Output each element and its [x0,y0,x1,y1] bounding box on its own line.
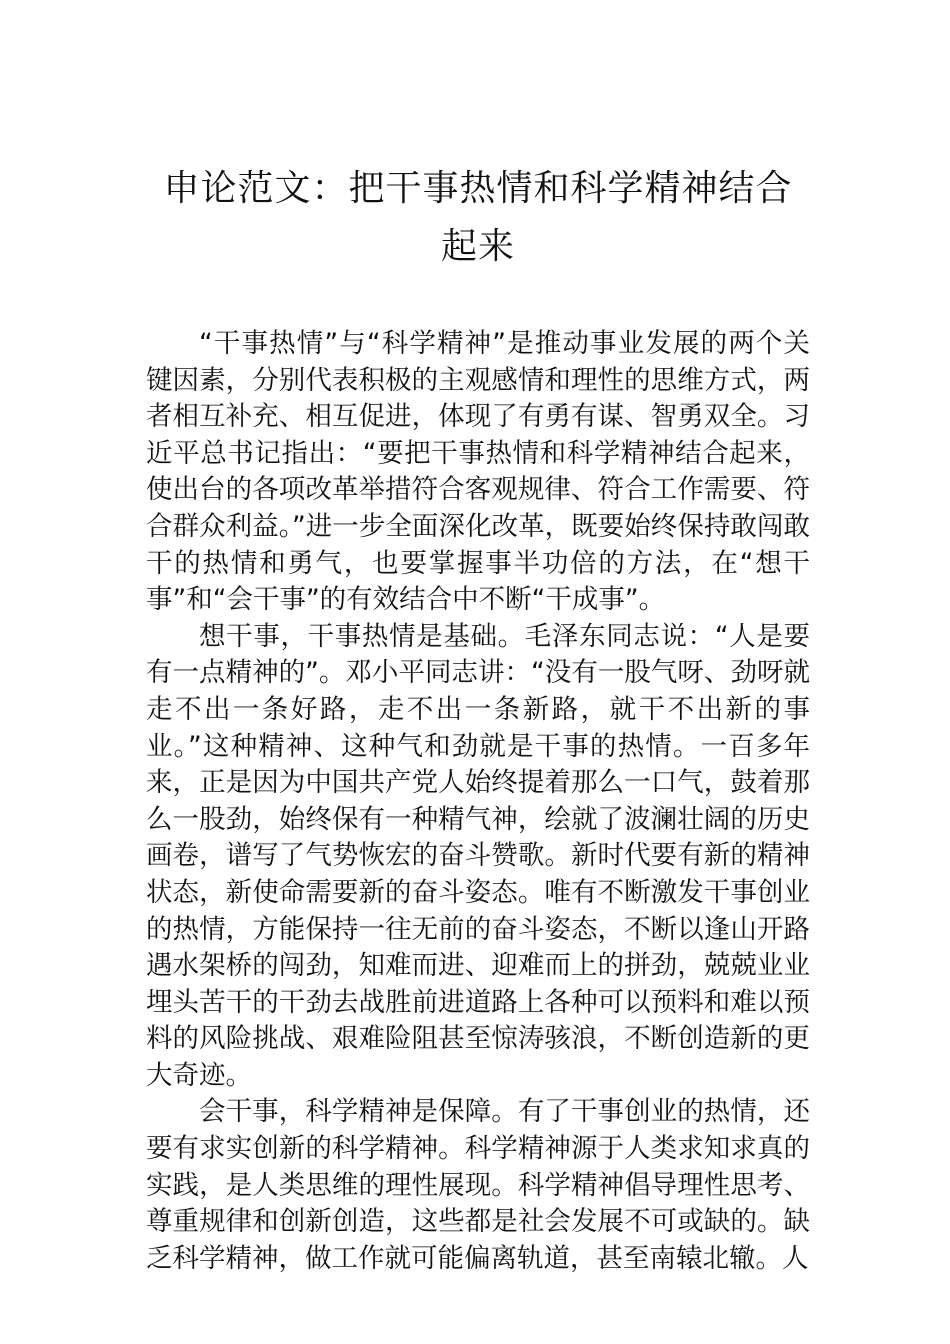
paragraph-1: “干事热情”与“科学精神”是推动事业发展的两个关键因素，分别代表积极的主观感情和理性的思维方式，两者相互补充、相互促进，体现了有勇有谋、智勇双全。习近平总书记指出：“要把干事热情和科学精神结合起来，使出台的各项改革举措符合客观规律、符合工作需要、符合群众利益。”进一步全面深化改革，既要始终保持敢闯敢干的热情和勇气，也要掌握事半功倍的方法，在“想干事”和“会干事”的有效结合中不断“干成事”。 [146,328,810,616]
paragraph-3: 会干事，科学精神是保障。有了干事创业的热情，还要有求实创新的科学精神。科学精神源于人类求知求真的实践，是人类思维的理性展现。科学精神倡导理性思考、尊重规律和创新创造，这些都是社会发展不可或缺的。缺乏科学精神，做工作就可能偏离轨道，甚至南辕北辙。人 [146,1096,810,1274]
document-body [146,326,810,1277]
document-title: 申论范文：把干事热情和科学精神结合起来 [163,168,793,267]
paragraph-2: 想干事，干事热情是基础。毛泽东同志说：“人是要有一点精神的”。邓小平同志讲：“没有一股气呀、劲呀就走不出一条好路，走不出一条新路，就干不出新的事业。”这种精神、这种气和劲就是干事的热情。一百多年来，正是因为中国共产党人始终提着那么一口气，鼓着那么一股劲，始终保有一种精气神，绘就了波澜壮阔的历史画卷，谱写了气势恢宏的奋斗赞歌。新时代要有新的精神状态，新使命需要新的奋斗姿态。唯有不断激发干事创业的热情，方能保持一往无前的奋斗姿态，不断以逢山开路遇水架桥的闯劲，知难而进、迎难而上的拼劲，兢兢业业埋头苦干的干劲去战胜前进道路上各种可以预料和难以预料的风险挑战、艰难险阻甚至惊涛骇浪，不断创造新的更大奇迹。 [146,620,810,1091]
